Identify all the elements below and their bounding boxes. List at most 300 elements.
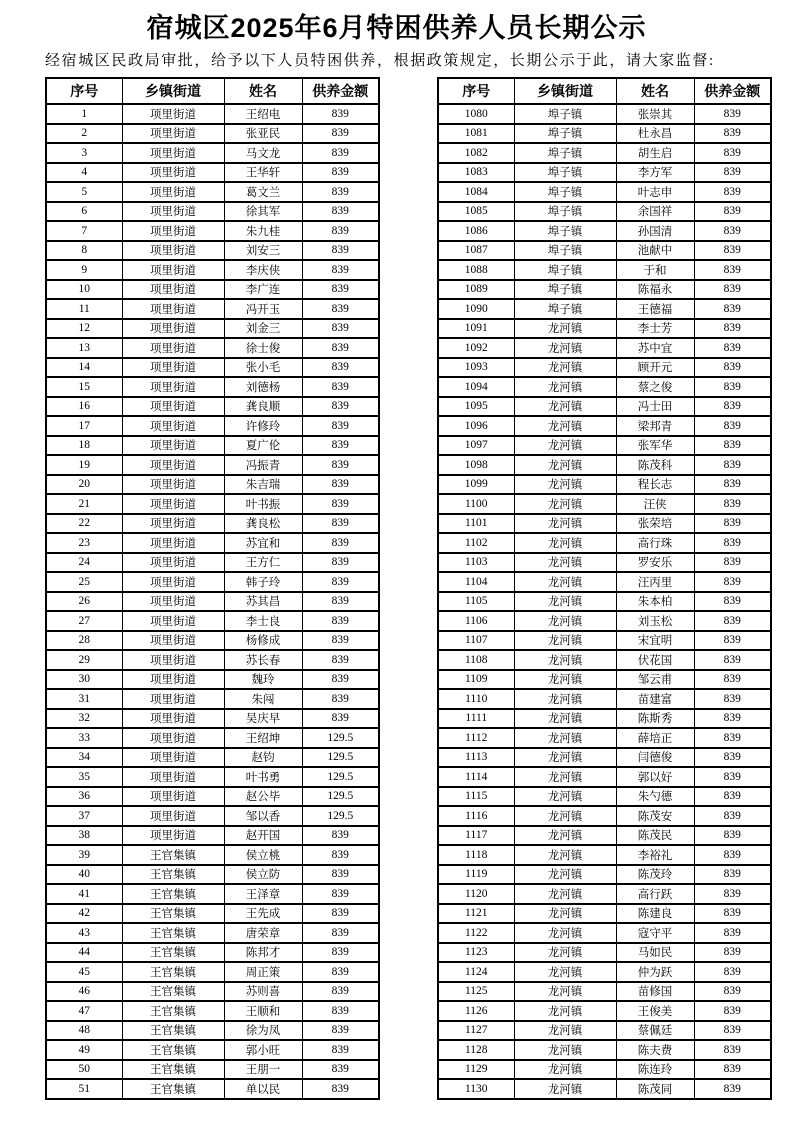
township-cell: 龙河镇 [514,514,616,534]
amount-cell: 839 [302,631,379,651]
table-row [46,592,379,612]
amount-cell: 839 [302,826,379,846]
table-row [438,397,771,417]
table-row [438,299,771,319]
township-cell: 项里街道 [122,728,224,748]
table-row [438,1079,771,1099]
table-row [46,709,379,729]
township-cell: 项里街道 [122,475,224,495]
name-cell: 李士良 [224,611,302,631]
name-cell: 张荣培 [616,514,694,534]
serial-cell: 3 [46,143,122,163]
table-row [438,1060,771,1080]
column-header-township: 乡镇街道 [122,78,224,104]
serial-cell: 1104 [438,572,514,592]
name-cell: 陈茂民 [616,826,694,846]
township-cell: 龙河镇 [514,533,616,553]
serial-cell: 1094 [438,377,514,397]
table-row [438,104,771,124]
amount-cell: 839 [302,553,379,573]
table-row [46,943,379,963]
serial-cell: 1122 [438,923,514,943]
name-cell: 朱本柏 [616,592,694,612]
name-cell: 苏则喜 [224,982,302,1002]
name-cell: 叶书勇 [224,767,302,787]
page-title: 宿城区2025年6月特困供养人员长期公示 [146,13,647,43]
name-cell: 郭小旺 [224,1040,302,1060]
township-cell: 埠子镇 [514,221,616,241]
table-row [438,904,771,924]
township-cell: 龙河镇 [514,572,616,592]
township-cell: 龙河镇 [514,494,616,514]
township-cell: 项里街道 [122,163,224,183]
amount-cell: 839 [694,728,771,748]
amount-cell: 839 [302,884,379,904]
amount-cell: 839 [694,260,771,280]
serial-cell: 1089 [438,280,514,300]
township-cell: 龙河镇 [514,728,616,748]
serial-cell: 1096 [438,416,514,436]
serial-cell: 1097 [438,436,514,456]
table-row [46,748,379,768]
name-cell: 陈茂安 [616,806,694,826]
township-cell: 王官集镇 [122,845,224,865]
township-cell: 项里街道 [122,182,224,202]
serial-cell: 1102 [438,533,514,553]
table-row [46,124,379,144]
amount-cell: 839 [302,1001,379,1021]
name-cell: 陈茂玲 [616,865,694,885]
table-row [46,182,379,202]
name-cell: 陈福永 [616,280,694,300]
amount-cell: 839 [694,280,771,300]
table-row [46,904,379,924]
serial-cell: 14 [46,358,122,378]
amount-cell: 839 [302,923,379,943]
amount-cell: 129.5 [302,787,379,807]
table-row [438,982,771,1002]
name-cell: 苏中宜 [616,338,694,358]
township-cell: 龙河镇 [514,416,616,436]
serial-cell: 36 [46,787,122,807]
name-cell: 朱九桂 [224,221,302,241]
name-cell: 高行珠 [616,533,694,553]
amount-cell: 839 [694,787,771,807]
amount-cell: 839 [694,221,771,241]
table-row [438,319,771,339]
serial-cell: 1081 [438,124,514,144]
amount-cell: 839 [302,611,379,631]
name-cell: 闫德俊 [616,748,694,768]
amount-cell: 839 [694,319,771,339]
name-cell: 苗修国 [616,982,694,1002]
table-row [46,358,379,378]
township-cell: 项里街道 [122,358,224,378]
name-cell: 刘安三 [224,241,302,261]
table-row [438,202,771,222]
township-cell: 龙河镇 [514,1079,616,1099]
notice-subtitle: 经宿城区民政局审批，给予以下人员特困供养，根据政策规定，长期公示于此，请大家监督: [45,53,715,70]
amount-cell: 839 [694,533,771,553]
amount-cell: 839 [302,377,379,397]
township-cell: 龙河镇 [514,670,616,690]
township-cell: 项里街道 [122,221,224,241]
amount-cell: 839 [302,358,379,378]
serial-cell: 2 [46,124,122,144]
name-cell: 罗安乐 [616,553,694,573]
township-cell: 龙河镇 [514,845,616,865]
serial-cell: 5 [46,182,122,202]
amount-cell: 839 [694,904,771,924]
table-row [438,1021,771,1041]
township-cell: 埠子镇 [514,124,616,144]
table-row [46,1079,379,1099]
amount-cell: 839 [302,319,379,339]
serial-cell: 1110 [438,689,514,709]
name-cell: 陈建良 [616,904,694,924]
amount-cell: 839 [694,124,771,144]
name-cell: 王绍坤 [224,728,302,748]
amount-cell: 839 [302,280,379,300]
table-row [46,280,379,300]
serial-cell: 1117 [438,826,514,846]
serial-cell: 1085 [438,202,514,222]
amount-cell: 839 [694,241,771,261]
township-cell: 项里街道 [122,319,224,339]
serial-cell: 23 [46,533,122,553]
township-cell: 埠子镇 [514,182,616,202]
serial-cell: 1082 [438,143,514,163]
amount-cell: 839 [302,1079,379,1099]
township-cell: 王官集镇 [122,904,224,924]
table-row [46,670,379,690]
amount-cell: 129.5 [302,806,379,826]
table-row [46,241,379,261]
township-cell: 项里街道 [122,436,224,456]
township-cell: 项里街道 [122,611,224,631]
township-cell: 王官集镇 [122,1001,224,1021]
amount-cell: 839 [302,202,379,222]
amount-cell: 839 [302,865,379,885]
township-cell: 埠子镇 [514,280,616,300]
table-row [438,923,771,943]
township-cell: 埠子镇 [514,163,616,183]
amount-cell: 839 [302,943,379,963]
name-cell: 苏其昌 [224,592,302,612]
name-cell: 邹以香 [224,806,302,826]
name-cell: 冯士田 [616,397,694,417]
name-cell: 张小毛 [224,358,302,378]
township-cell: 龙河镇 [514,1021,616,1041]
township-cell: 龙河镇 [514,631,616,651]
serial-cell: 32 [46,709,122,729]
serial-cell: 8 [46,241,122,261]
table-row [46,787,379,807]
amount-cell: 839 [694,455,771,475]
amount-cell: 839 [302,260,379,280]
amount-cell: 839 [302,104,379,124]
name-cell: 汪丙里 [616,572,694,592]
name-cell: 王方仁 [224,553,302,573]
table-row [438,475,771,495]
table-row [438,1040,771,1060]
table-row [46,299,379,319]
name-cell: 周正策 [224,962,302,982]
amount-cell: 839 [694,553,771,573]
name-cell: 程长志 [616,475,694,495]
amount-cell: 839 [694,1040,771,1060]
serial-cell: 1088 [438,260,514,280]
amount-cell: 839 [694,475,771,495]
name-cell: 王先成 [224,904,302,924]
name-cell: 马如民 [616,943,694,963]
table-row [438,592,771,612]
township-cell: 王官集镇 [122,982,224,1002]
name-cell: 胡生启 [616,143,694,163]
amount-cell: 839 [694,202,771,222]
serial-cell: 1108 [438,650,514,670]
amount-cell: 839 [694,1060,771,1080]
serial-cell: 1087 [438,241,514,261]
name-cell: 伏花国 [616,650,694,670]
township-cell: 项里街道 [122,241,224,261]
serial-cell: 45 [46,962,122,982]
township-cell: 项里街道 [122,280,224,300]
amount-cell: 839 [302,845,379,865]
name-cell: 陈连玲 [616,1060,694,1080]
roster-table-left [45,77,380,1100]
township-cell: 王官集镇 [122,943,224,963]
name-cell: 王华轩 [224,163,302,183]
township-cell: 龙河镇 [514,806,616,826]
table-row [438,221,771,241]
name-cell: 魏玲 [224,670,302,690]
amount-cell: 839 [694,826,771,846]
township-cell: 龙河镇 [514,319,616,339]
serial-cell: 34 [46,748,122,768]
township-cell: 龙河镇 [514,982,616,1002]
serial-cell: 31 [46,689,122,709]
table-row [438,728,771,748]
serial-cell: 37 [46,806,122,826]
township-cell: 埠子镇 [514,299,616,319]
name-cell: 于和 [616,260,694,280]
name-cell: 朱吉瑞 [224,475,302,495]
table-row [46,143,379,163]
serial-cell: 35 [46,767,122,787]
table-row [46,1021,379,1041]
table-row [438,689,771,709]
name-cell: 杨修成 [224,631,302,651]
name-cell: 仲为跃 [616,962,694,982]
name-cell: 侯立防 [224,865,302,885]
amount-cell: 839 [694,982,771,1002]
serial-cell: 50 [46,1060,122,1080]
amount-cell: 129.5 [302,767,379,787]
amount-cell: 839 [694,514,771,534]
serial-cell: 19 [46,455,122,475]
name-cell: 赵开国 [224,826,302,846]
township-cell: 项里街道 [122,299,224,319]
amount-cell: 839 [694,436,771,456]
amount-cell: 839 [694,592,771,612]
amount-cell: 839 [302,904,379,924]
name-cell: 许修玲 [224,416,302,436]
township-cell: 项里街道 [122,787,224,807]
serial-cell: 48 [46,1021,122,1041]
table-row [46,689,379,709]
amount-cell: 839 [302,163,379,183]
name-cell: 夏广伦 [224,436,302,456]
table-row [46,397,379,417]
name-cell: 王泽章 [224,884,302,904]
amount-cell: 839 [694,845,771,865]
name-cell: 侯立桃 [224,845,302,865]
serial-cell: 1120 [438,884,514,904]
name-cell: 李方军 [616,163,694,183]
serial-cell: 17 [46,416,122,436]
serial-cell: 41 [46,884,122,904]
serial-cell: 1091 [438,319,514,339]
amount-cell: 839 [694,650,771,670]
table-row [46,826,379,846]
name-cell: 余国祥 [616,202,694,222]
township-cell: 龙河镇 [514,475,616,495]
serial-cell: 42 [46,904,122,924]
name-cell: 韩子玲 [224,572,302,592]
name-cell: 徐为凤 [224,1021,302,1041]
amount-cell: 839 [694,884,771,904]
table-row [46,650,379,670]
township-cell: 项里街道 [122,553,224,573]
table-row [46,377,379,397]
serial-cell: 1126 [438,1001,514,1021]
township-cell: 项里街道 [122,397,224,417]
amount-cell: 839 [302,221,379,241]
township-cell: 龙河镇 [514,1040,616,1060]
column-header-amount: 供养金额 [694,78,771,104]
amount-cell: 839 [694,358,771,378]
serial-cell: 1086 [438,221,514,241]
serial-cell: 1092 [438,338,514,358]
township-cell: 埠子镇 [514,241,616,261]
amount-cell: 839 [302,436,379,456]
amount-cell: 839 [694,572,771,592]
amount-cell: 839 [302,416,379,436]
serial-cell: 16 [46,397,122,417]
township-cell: 王官集镇 [122,1040,224,1060]
serial-cell: 1093 [438,358,514,378]
township-cell: 王官集镇 [122,884,224,904]
name-cell: 唐荣章 [224,923,302,943]
serial-cell: 28 [46,631,122,651]
amount-cell: 839 [694,1001,771,1021]
name-cell: 冯振青 [224,455,302,475]
table-row [438,865,771,885]
table-row [46,884,379,904]
amount-cell: 839 [302,143,379,163]
column-header-name: 姓名 [224,78,302,104]
table-row [438,553,771,573]
table-row [438,787,771,807]
serial-cell: 1113 [438,748,514,768]
name-cell: 赵公毕 [224,787,302,807]
serial-cell: 47 [46,1001,122,1021]
name-cell: 徐士俊 [224,338,302,358]
name-cell: 郭以好 [616,767,694,787]
amount-cell: 839 [302,650,379,670]
township-cell: 龙河镇 [514,436,616,456]
township-cell: 龙河镇 [514,923,616,943]
township-cell: 龙河镇 [514,338,616,358]
table-row [438,709,771,729]
table-row [438,124,771,144]
table-row [438,338,771,358]
table-row [438,280,771,300]
amount-cell: 839 [302,455,379,475]
serial-cell: 1101 [438,514,514,534]
table-row [46,865,379,885]
serial-cell: 1103 [438,553,514,573]
table-row [46,572,379,592]
amount-cell: 839 [694,767,771,787]
township-cell: 王官集镇 [122,1079,224,1099]
amount-cell: 839 [302,124,379,144]
township-cell: 项里街道 [122,377,224,397]
serial-cell: 1084 [438,182,514,202]
serial-cell: 1115 [438,787,514,807]
table-row [46,163,379,183]
township-cell: 王官集镇 [122,1060,224,1080]
name-cell: 吴庆早 [224,709,302,729]
column-header-name: 姓名 [616,78,694,104]
amount-cell: 839 [302,689,379,709]
name-cell: 李士芳 [616,319,694,339]
name-cell: 陈茂同 [616,1079,694,1099]
serial-cell: 20 [46,475,122,495]
township-cell: 龙河镇 [514,358,616,378]
serial-cell: 1083 [438,163,514,183]
name-cell: 李裕礼 [616,845,694,865]
table-row [438,163,771,183]
table-row [46,611,379,631]
serial-cell: 1 [46,104,122,124]
name-cell: 高行跃 [616,884,694,904]
table-row [46,631,379,651]
township-cell: 龙河镇 [514,650,616,670]
serial-cell: 1127 [438,1021,514,1041]
name-cell: 叶书振 [224,494,302,514]
name-cell: 孙国清 [616,221,694,241]
township-cell: 项里街道 [122,143,224,163]
amount-cell: 839 [694,670,771,690]
table-row [438,806,771,826]
tables-container [0,77,793,1100]
serial-cell: 1123 [438,943,514,963]
serial-cell: 1125 [438,982,514,1002]
amount-cell: 839 [694,865,771,885]
table-row [438,943,771,963]
table-row [438,377,771,397]
township-cell: 龙河镇 [514,1001,616,1021]
amount-cell: 839 [694,416,771,436]
table-row [46,494,379,514]
name-cell: 陈夫费 [616,1040,694,1060]
serial-cell: 51 [46,1079,122,1099]
township-cell: 项里街道 [122,631,224,651]
table-row [46,416,379,436]
amount-cell: 839 [694,494,771,514]
